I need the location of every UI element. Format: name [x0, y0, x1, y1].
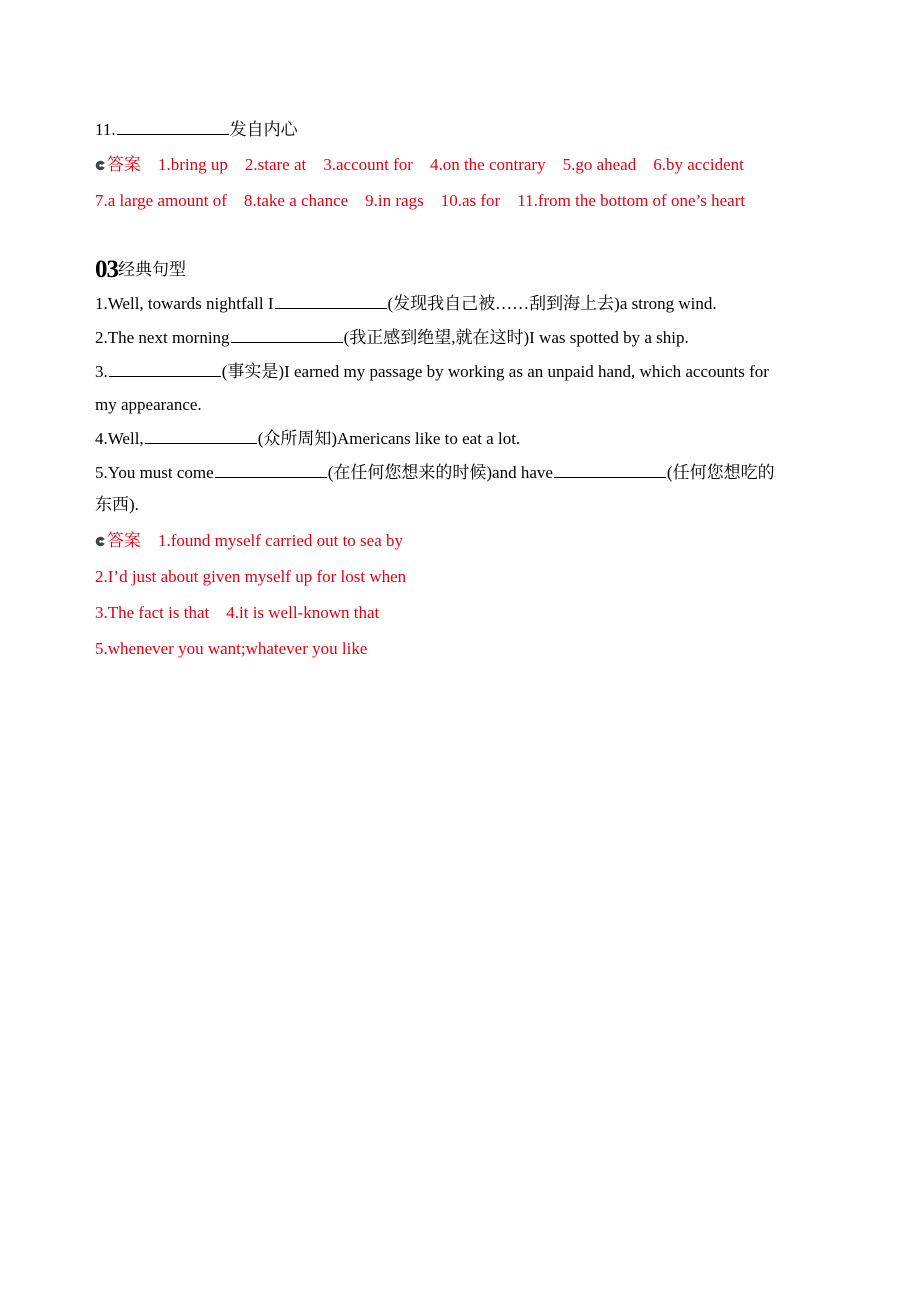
question-number: 11.	[95, 120, 116, 139]
answer-item: 4.on the contrary	[429, 155, 546, 174]
answers2-row-2	[95, 567, 406, 587]
answer-item: 11.from the bottom of one’s heart	[517, 191, 746, 210]
sentence-2	[95, 327, 689, 348]
answer-item: 1.bring up	[158, 155, 228, 174]
answer-item: 6.by accident	[653, 155, 744, 174]
answer-blank	[215, 462, 327, 478]
sentence-text: 东西).	[95, 495, 139, 514]
sentence-text: 5.You must come	[95, 463, 214, 482]
question-11	[95, 119, 298, 140]
answer-item: 5.whenever you want;whatever you like	[95, 639, 368, 658]
sentence-5-continued	[95, 495, 139, 515]
sentence-3-continued	[95, 395, 202, 415]
answers2-row-4	[95, 639, 367, 659]
answer-label: 答案	[107, 531, 141, 550]
answer-item: 5.go ahead	[562, 155, 637, 174]
answer-item: 2.stare at	[244, 155, 307, 174]
answer-blank	[231, 327, 343, 343]
answers-row-1	[95, 155, 744, 175]
answer-item: 3.account for	[323, 155, 413, 174]
sentence-text: my appearance.	[95, 395, 202, 414]
answer-item: 8.take a chance	[243, 191, 349, 210]
answer-label: 答案	[107, 155, 141, 174]
answer-blank	[109, 361, 221, 377]
answer-blank	[117, 119, 229, 135]
answer-blank	[145, 428, 257, 444]
section-title: 经典句型	[118, 260, 186, 279]
sentence-text: 2.The next morning	[95, 328, 230, 347]
answer-icon	[95, 536, 106, 547]
section-heading	[95, 257, 186, 283]
answer-item: 3.The fact is that	[95, 603, 210, 622]
sentence-text: (在任何您想来的时候)and have	[327, 463, 553, 482]
sentence-text: 4.Well,	[95, 429, 144, 448]
answers2-row-3	[95, 603, 379, 623]
question-text: 发自内心	[229, 120, 298, 139]
answer-item: 1.found myself carried out to sea by	[158, 531, 404, 550]
answers-row-2	[95, 191, 745, 211]
answer-item: 4.it is well-known that	[226, 603, 380, 622]
answer-icon	[95, 160, 106, 171]
answer-blank	[554, 462, 666, 478]
sentence-text: (我正感到绝望,就在这时)I was spotted by a ship.	[343, 328, 689, 347]
answer-item: 2.I’d just about given myself up for lost when	[95, 567, 407, 586]
sentence-text: (发现我自己被……刮到海上去)a strong wind.	[387, 294, 717, 313]
section-number: 03	[95, 256, 118, 283]
sentence-text: 1.Well, towards nightfall I	[95, 294, 274, 313]
answer-item: 7.a large amount of	[95, 191, 227, 210]
answers2-row-1	[95, 531, 403, 551]
answer-item: 9.in rags	[365, 191, 424, 210]
answer-blank	[275, 293, 387, 309]
sentence-5	[95, 462, 775, 483]
sentence-text: (事实是)I earned my passage by working as an unpaid hand, which accounts for	[221, 362, 769, 381]
sentence-text: (任何您想吃的	[666, 463, 775, 482]
sentence-3	[95, 361, 769, 382]
sentence-4	[95, 428, 520, 449]
answer-item: 10.as for	[440, 191, 501, 210]
sentence-text: (众所周知)Americans like to eat a lot.	[257, 429, 521, 448]
sentence-1	[95, 293, 717, 314]
sentence-text: 3.	[95, 362, 108, 381]
